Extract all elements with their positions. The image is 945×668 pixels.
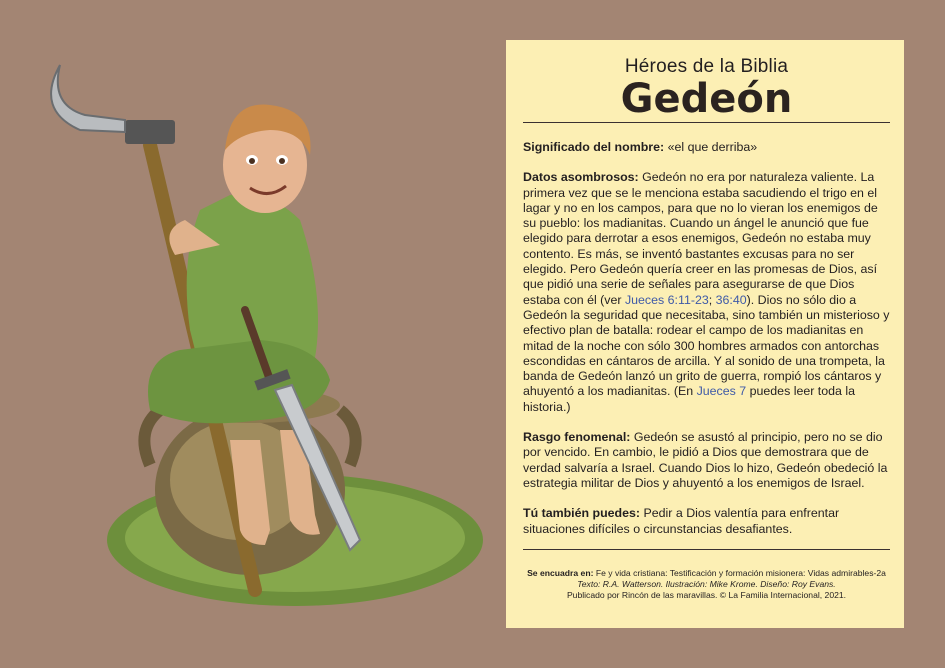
reference-link-jueces-7[interactable]: Jueces 7 xyxy=(696,384,747,399)
facts-text-1: Gedeón no era por naturaleza valiente. La primera vez que se le menciona estaba sacudiendo el trigo en el lagar y no en los campos, para que no lo vieran los enemigos de su pueblo: los madianitas. Cuando un ángel le anunció que fue elegido para derrotar a esos enemigos, Gedeón no estaba muy contento. Es más, se inventó bastantes excusas para no ser elegido. Pero Gedeón quería creer en las promesas de Dios, así que pidió una serie de señales para asegurarse de que Dios estaba con él (ver xyxy=(523,170,878,307)
footer-credits: Texto: R.A. Watterson. Ilustración: Mike Krome. Diseño: Roy Evans. xyxy=(577,579,836,590)
trait-label: Rasgo fenomenal: xyxy=(523,430,631,445)
meaning-section xyxy=(523,140,890,155)
reference-link-36-40[interactable]: 36:40 xyxy=(715,292,747,307)
footer-label: Se encuadra en: xyxy=(527,567,594,578)
facts-text-2: ). Dios no sólo dio a Gedeón la seguridad que necesitaba, sino también un misterioso y efectivo plan de batalla: rodear el campo de los madianitas en mitad de la noche con sólo 300 hombres armados con antorchas escondidas en cántaros de arcilla. Y al sonido de una trompeta, la banda de Gedeón lanzó un grito de guerra, rompió los cántaros y ahuyentó a los madianitas. (En xyxy=(523,292,890,399)
you-too-section xyxy=(523,506,890,537)
gideon-illustration xyxy=(30,60,500,650)
trait-text: Gedeón se asustó al principio, pero no se dio por vencido. En cambio, le pidió a Dios que demostrara que de verdad salvaría a Israel. Cuando Dios lo hizo, Gedeón obedeció la estrategia militar de Dios y ahuyentó a los enemigos de Israel. xyxy=(523,430,888,490)
facts-text-3: puedes leer toda la historia.) xyxy=(523,384,856,414)
you-too-text: Pedir a Dios valentía para enfrentar situaciones difíciles o circunstancias desafiantes. xyxy=(523,506,840,536)
title-divider xyxy=(523,122,890,123)
facts-label: Datos asombrosos: xyxy=(523,170,639,185)
footer-divider xyxy=(523,549,890,550)
reference-link-jueces-6[interactable]: Jueces 6:11-23 xyxy=(624,292,709,307)
footer-publisher: Publicado por Rincón de las maravillas. © La Familia Internacional, 2021. xyxy=(566,590,847,601)
facts-separator: ; xyxy=(708,292,716,307)
meaning-text: «el que derriba» xyxy=(667,140,758,154)
hero-name: Gedeón xyxy=(620,76,793,122)
facts-section xyxy=(523,170,890,415)
series-title: Héroes de la Biblia xyxy=(624,56,789,77)
footer-category: Fe y vida cristiana: Testificación y formación misionera: Vidas admirables-2a xyxy=(595,567,886,578)
you-too-label: Tú también puedes: xyxy=(523,506,641,521)
hero-card xyxy=(506,40,904,628)
meaning-label: Significado del nombre: xyxy=(523,140,665,154)
trait-section xyxy=(523,430,890,491)
card-footer xyxy=(523,568,890,602)
